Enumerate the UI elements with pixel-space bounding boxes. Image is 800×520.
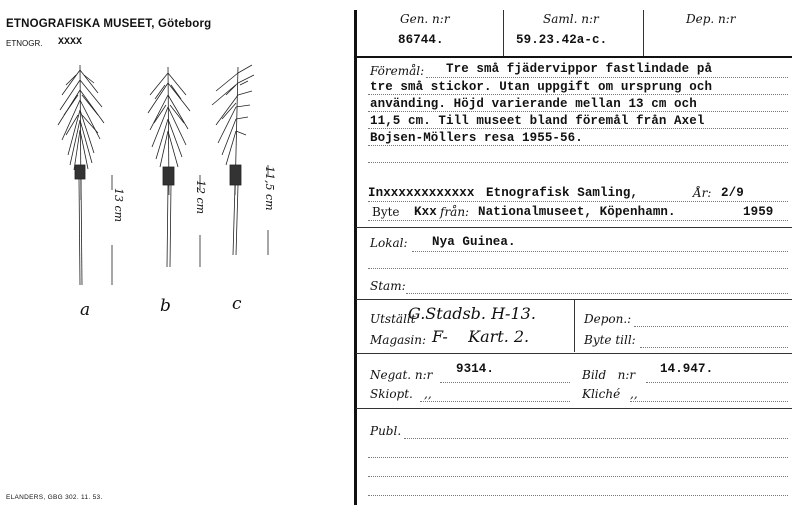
etnogr-struck-value: XXXX: [58, 37, 83, 48]
utstallt-value: G.Stadsb. H-13.: [408, 304, 536, 323]
dotted-line: [640, 347, 788, 348]
skiopt-label: Skiopt.: [370, 387, 413, 401]
dotted-line: [368, 145, 788, 146]
divider: [356, 353, 792, 354]
dotted-line: [368, 94, 788, 95]
saml-nr-value: 59.23.42a-c.: [516, 33, 608, 47]
figure-letter-b: b: [160, 296, 171, 316]
foremal-line-4: 11,5 cm. Till museet bland föremål från Axel: [370, 114, 705, 128]
negat-label: Negat. n:r: [370, 368, 433, 382]
bild-value: 14.947.: [660, 362, 714, 376]
foremal-line-1: Tre små fjädervippor fastlindade på: [446, 62, 713, 76]
lokal-label: Lokal:: [370, 236, 408, 250]
feather-whisk-drawings: [40, 55, 320, 305]
dotted-line: [440, 382, 570, 383]
divider: [503, 10, 504, 56]
saml-nr-label: Saml. n:r: [543, 12, 599, 26]
dotted-line: [368, 201, 788, 202]
foremal-line-5: Bojsen-Möllers resa 1955-56.: [370, 131, 583, 145]
whisk-a-drawing: [58, 65, 104, 285]
dotted-line: [368, 476, 788, 477]
dotted-line: [368, 457, 788, 458]
source-struck: Inxxxxxxxxxxxx: [368, 186, 475, 200]
figure-letter-a: a: [80, 300, 91, 320]
skiopt-value: ,,: [424, 387, 432, 401]
dotted-line: [368, 128, 788, 129]
ar-label: År:: [693, 186, 712, 200]
dotted-line: [406, 293, 788, 294]
stam-label: Stam:: [370, 279, 406, 293]
measure-b: 12 cm: [194, 180, 207, 215]
dotted-line: [368, 268, 788, 269]
depon-label: Depon.:: [584, 312, 632, 326]
gen-nr-value: 86744.: [398, 33, 444, 47]
measure-c: 11,5 cm: [263, 166, 276, 211]
divider: [356, 227, 792, 228]
lokal-value: Nya Guinea.: [432, 235, 516, 249]
bild-label: Bild n:r: [582, 368, 636, 382]
dotted-line: [630, 401, 788, 402]
byte-till-label: Byte till:: [584, 333, 636, 347]
divider: [643, 10, 644, 56]
magasin-label: Magasin:: [370, 333, 427, 347]
whisk-c-drawing: [212, 65, 254, 255]
byte-label: Byte: [372, 205, 400, 219]
dotted-line: [426, 77, 788, 78]
divider: [356, 408, 792, 409]
magasin-value: F- Kart. 2.: [432, 327, 530, 346]
divider: [356, 56, 792, 58]
dotted-line: [420, 401, 570, 402]
dotted-line: [634, 326, 788, 327]
source-value: Etnografisk Samling,: [486, 186, 639, 200]
kliche-label: Kliché: [582, 387, 621, 401]
byte-year: 1959: [743, 205, 774, 219]
etnogr-label: ETNOGR.: [6, 39, 43, 48]
dotted-line: [368, 162, 788, 163]
foremal-label: Föremål:: [370, 64, 425, 78]
publ-label: Publ.: [370, 424, 402, 438]
gen-nr-label: Gen. n:r: [400, 12, 450, 26]
whisk-b-drawing: [148, 67, 190, 267]
dotted-line: [646, 382, 788, 383]
museum-title: ETNOGRAFISKA MUSEET, Göteborg: [6, 18, 212, 30]
utstallt-label: Utställt: [370, 312, 416, 326]
foremal-line-2: tre små stickor. Utan uppgift om ursprung och: [370, 80, 713, 94]
dotted-line: [368, 220, 788, 221]
figure-letter-c: c: [232, 294, 242, 314]
kliche-value: ,,: [630, 387, 638, 401]
dotted-line: [412, 251, 788, 252]
printer-note: ELANDERS, GBG 302. 11. 53.: [6, 494, 103, 501]
ar-value: 2/9: [721, 186, 744, 200]
foremal-line-3: använding. Höjd varierande mellan 13 cm och: [370, 97, 697, 111]
byte-value: Nationalmuseet, Köpenhamn.: [478, 205, 676, 219]
dotted-line: [404, 438, 788, 439]
dotted-line: [368, 495, 788, 496]
fran-label: från:: [440, 205, 470, 219]
dep-nr-label: Dep. n:r: [686, 12, 736, 26]
divider: [574, 300, 575, 352]
byte-struck: Kxx: [414, 205, 437, 219]
card-left-border: [354, 10, 357, 505]
negat-value: 9314.: [456, 362, 495, 376]
dotted-line: [368, 111, 788, 112]
measure-a: 13 cm: [112, 188, 125, 223]
